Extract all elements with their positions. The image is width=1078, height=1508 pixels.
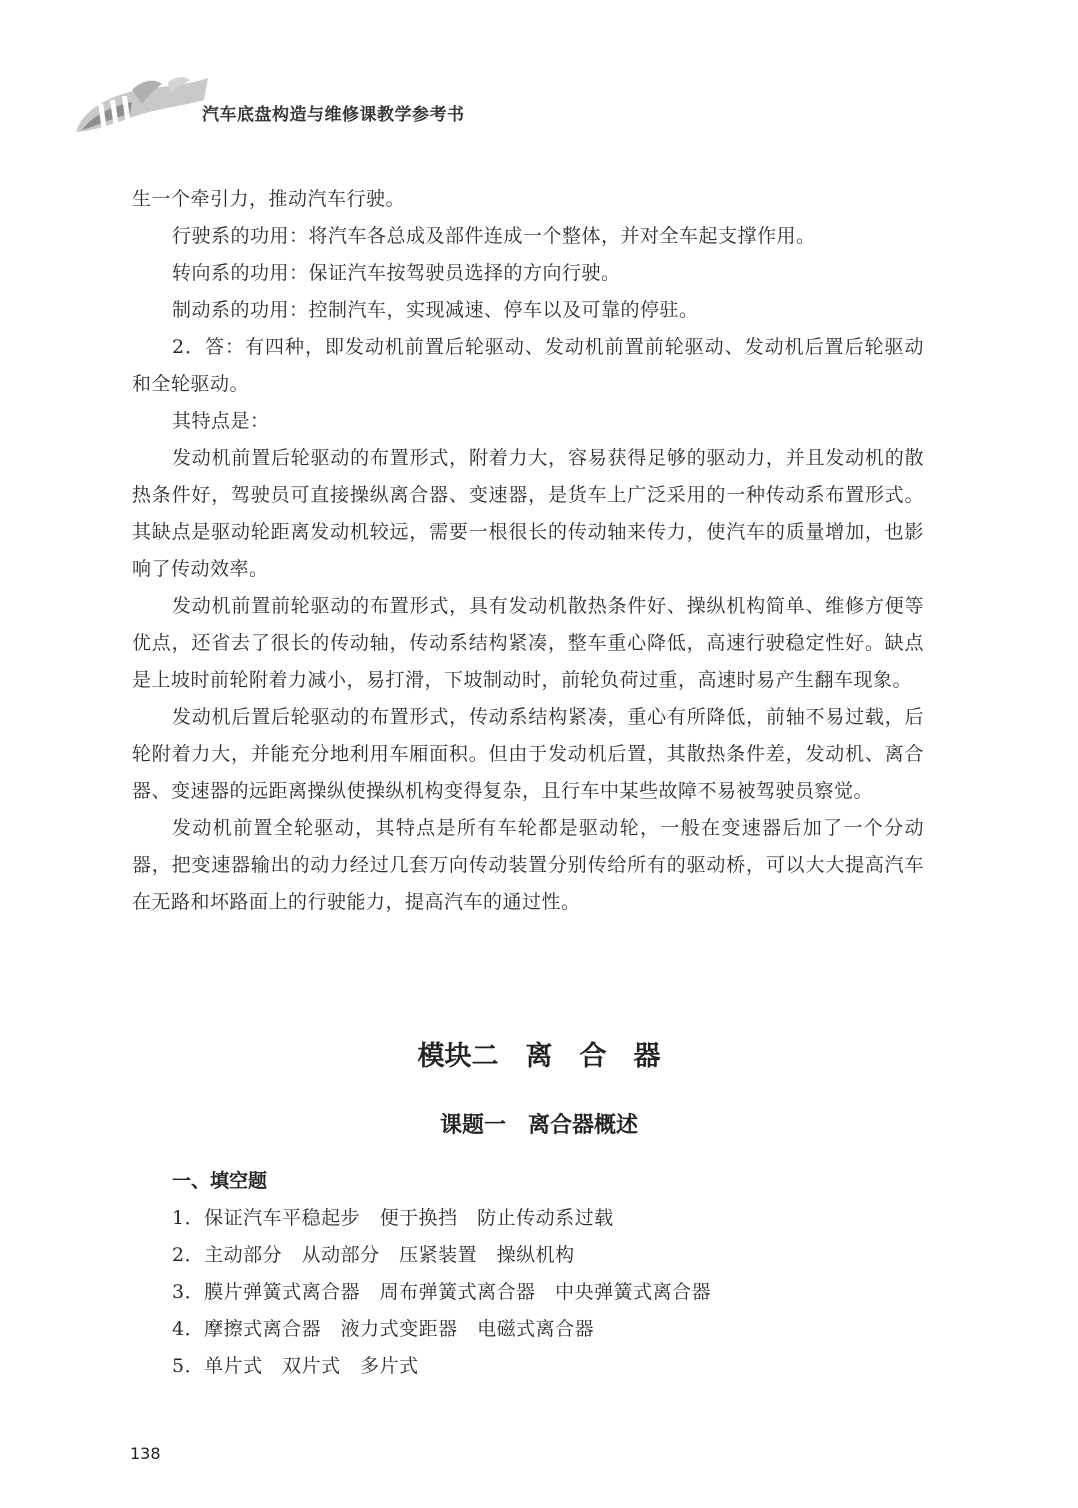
header-title: 汽车底盘构造与维修课教学参考书	[202, 105, 465, 125]
answer-item: 4．摩擦式离合器 液力式变距器 电磁式离合器	[172, 1318, 595, 1340]
paragraph: 转向系的功用：保证汽车按驾驶员选择的方向行驶。	[172, 262, 621, 284]
answer-list	[172, 1200, 932, 1385]
paragraph: 发动机前置后轮驱动的布置形式，附着力大，容易获得足够的驱动力，并且发动机的散热条件好，驾驶员可直接操纵离合器、变速器，是货车上广泛采用的一种传动系布置形式。其缺点是驱动轮距离发动机较远，需要一根很长的传动轴来传力，使汽车的质量增加，也影响了传动效率。	[132, 447, 924, 580]
lesson-title: 课题一 离合器概述	[439, 1113, 638, 1138]
body-text	[132, 181, 924, 921]
book-logo-icon	[72, 70, 212, 140]
paragraph: 发动机前置前轮驱动的布置形式，具有发动机散热条件好、操纵机构简单、维修方便等优点，还省去了很长的传动轴，传动系结构紧凑，整车重心降低，高速行驶稳定性好。缺点是上坡时前轮附着力减小，易打滑，下坡制动时，前轮负荷过重，高速时易产生翻车现象。	[132, 595, 924, 691]
page-number: 138	[130, 1444, 161, 1463]
answer-item: 3．膜片弹簧式离合器 周布弹簧式离合器 中央弹簧式离合器	[172, 1281, 712, 1303]
answer-item: 5．单片式 双片式 多片式	[172, 1355, 419, 1377]
paragraph: 发动机前置全轮驱动，其特点是所有车轮都是驱动轮，一般在变速器后加了一个分动器，把变速器输出的动力经过几套万向传动装置分别传给所有的驱动桥，可以大大提高汽车在无路和坏路面上的行驶能力，提高汽车的通过性。	[132, 817, 924, 913]
paragraph: 制动系的功用：控制汽车，实现减速、停车以及可靠的停驻。	[172, 299, 699, 321]
paragraph: 其特点是：	[172, 410, 270, 432]
running-header	[72, 70, 465, 140]
paragraph: 生一个牵引力，推动汽车行驶。	[132, 188, 406, 210]
paragraph: 行驶系的功用：将汽车各总成及部件连成一个整体，并对全车起支撑作用。	[172, 225, 816, 247]
answer-item: 2．主动部分 从动部分 压紧装置 操纵机构	[172, 1244, 575, 1266]
answer-item: 1．保证汽车平稳起步 便于换挡 防止传动系过载	[172, 1207, 614, 1229]
section-heading: 一、填空题	[172, 1170, 268, 1192]
paragraph: 2．答：有四种，即发动机前置后轮驱动、发动机前置前轮驱动、发动机后置后轮驱动和全轮驱动。	[132, 336, 924, 395]
module-title: 模块二 离 合 器	[417, 1041, 661, 1072]
paragraph: 发动机后置后轮驱动的布置形式，传动系结构紧凑，重心有所降低，前轴不易过载，后轮附着力大，并能充分地利用车厢面积。但由于发动机后置，其散热条件差，发动机、离合器、变速器的远距离操纵使操纵机构变得复杂，且行车中某些故障不易被驾驶员察觉。	[132, 706, 924, 802]
